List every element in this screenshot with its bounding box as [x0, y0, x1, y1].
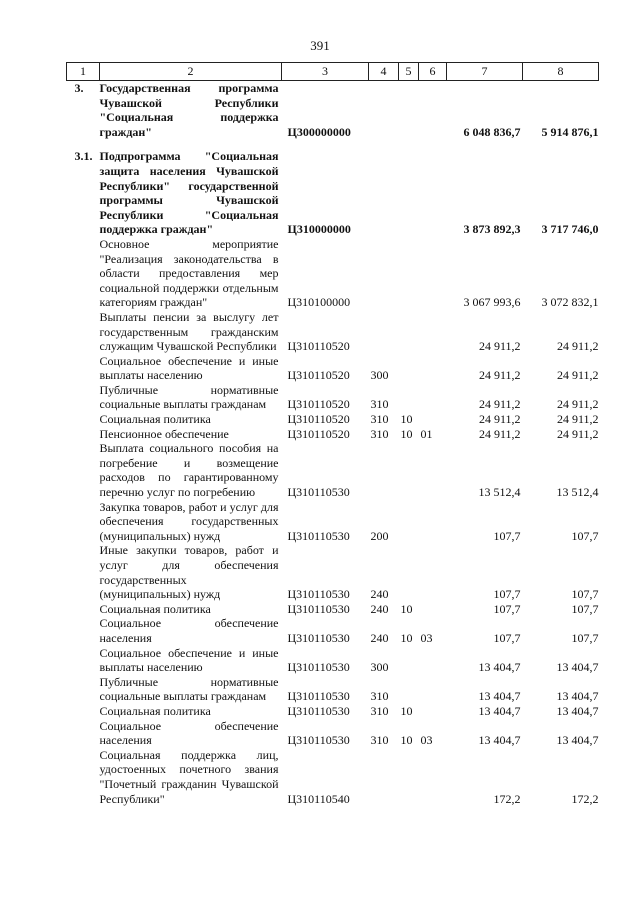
row-section — [399, 310, 419, 354]
row-amount-1: 13 404,7 — [478, 733, 521, 748]
table-body — [67, 81, 599, 807]
row-target-code: Ц310110540 — [287, 791, 350, 806]
row-section: 10 — [400, 733, 413, 748]
row-name: Публичные нормативные социальные выплаты гражданам — [99, 382, 279, 412]
row-section: 10 — [400, 630, 413, 645]
row-amount-1: 13 512,4 — [478, 485, 521, 500]
row-name: Социальная политика — [99, 412, 211, 427]
row-amount-1: 3 873 892,3 — [463, 222, 521, 237]
row-subsection — [419, 646, 447, 675]
row-index — [67, 427, 100, 442]
table-row — [67, 149, 599, 237]
row-expense-type — [369, 748, 399, 806]
header-row — [67, 63, 599, 81]
row-target-code: Ц310110530 — [287, 587, 350, 602]
row-target-code: Ц300000000 — [287, 124, 351, 139]
row-amount-2: 5 914 876,1 — [541, 124, 599, 139]
row-index — [67, 748, 100, 806]
row-amount-2: 13 512,4 — [556, 485, 599, 500]
row-index — [67, 237, 100, 310]
row-name: Социальное обеспечение и иные выплаты населению — [99, 353, 279, 383]
row-expense-type — [369, 237, 399, 310]
row-index — [67, 354, 100, 383]
table-row — [67, 441, 599, 499]
row-index — [67, 646, 100, 675]
row-amount-1: 24 911,2 — [478, 368, 521, 383]
row-name: Государственная программа Чувашской Республики "Социальная поддержка граждан" — [99, 81, 279, 139]
row-amount-1: 24 911,2 — [478, 397, 521, 412]
row-name: Выплата социального пособия на погребение и возмещение расходов по гарантированному перечню услуг по погребению — [99, 441, 279, 500]
row-expense-type: 300 — [370, 368, 389, 383]
row-target-code: Ц310000000 — [287, 222, 351, 237]
row-subsection — [419, 237, 447, 310]
row-amount-2: 3 072 832,1 — [541, 295, 599, 310]
row-subsection — [419, 383, 447, 412]
row-amount-2: 107,7 — [571, 587, 599, 602]
table-row — [67, 748, 599, 806]
row-section: 10 — [400, 703, 413, 718]
row-subsection — [419, 354, 447, 383]
table-row — [67, 704, 599, 719]
row-name: Подпрограмма "Социальная защита населения Чувашской Республики" государственной программы Чувашской Республики "Социальная поддержка граждан" — [99, 149, 279, 237]
row-target-code: Ц310110530 — [287, 528, 350, 543]
table-row — [67, 427, 599, 442]
row-subsection — [419, 675, 447, 704]
row-index — [67, 675, 100, 704]
row-expense-type: 310 — [370, 703, 389, 718]
row-target-code: Ц310110530 — [287, 660, 350, 675]
row-amount-2: 107,7 — [571, 601, 599, 616]
row-name: Закупка товаров, работ и услуг для обеспечения государственных (муниципальных) нужд — [99, 499, 279, 543]
row-subsection — [419, 149, 447, 237]
row-target-code: Ц310110520 — [287, 368, 350, 383]
row-section — [399, 149, 419, 237]
table-row — [67, 675, 599, 704]
header-col-4: 4 — [369, 63, 399, 81]
row-amount-1: 107,7 — [493, 601, 521, 616]
row-index — [67, 383, 100, 412]
row-expense-type: 310 — [370, 689, 389, 704]
budget-table — [66, 62, 599, 806]
row-subsection — [419, 748, 447, 806]
row-expense-type: 310 — [370, 733, 389, 748]
row-target-code: Ц310100000 — [287, 295, 351, 310]
row-name: Социальная политика — [99, 703, 211, 718]
row-expense-type — [369, 81, 399, 140]
row-amount-1: 24 911,2 — [478, 426, 521, 441]
row-index — [67, 602, 100, 617]
row-amount-2: 107,7 — [571, 630, 599, 645]
row-subsection — [419, 602, 447, 617]
row-name: Основное мероприятие "Реализация законодательства в области предоставления мер социальной поддержки отдельным категориям граждан" — [99, 236, 279, 310]
row-name: Выплаты пенсии за выслугу лет государственным гражданским служащим Чувашской Республики — [99, 309, 279, 354]
row-index — [67, 441, 100, 499]
table-row — [67, 500, 599, 544]
header-col-6: 6 — [419, 63, 447, 81]
row-index — [67, 616, 100, 645]
row-spacer — [67, 139, 599, 149]
row-amount-2: 13 404,7 — [556, 733, 599, 748]
row-section — [399, 748, 419, 806]
row-section: 10 — [400, 412, 413, 427]
row-amount-2: 24 911,2 — [556, 426, 599, 441]
table-row — [67, 237, 599, 310]
row-section — [399, 543, 419, 601]
row-amount-1: 13 404,7 — [478, 660, 521, 675]
table-row — [67, 719, 599, 748]
row-expense-type: 310 — [370, 412, 389, 427]
row-name: Социальная политика — [99, 601, 211, 616]
table-row — [67, 616, 599, 645]
row-target-code: Ц310110530 — [287, 630, 350, 645]
row-amount-2: 172,2 — [571, 791, 599, 806]
table-header — [67, 63, 599, 81]
row-amount-1: 107,7 — [493, 587, 521, 602]
header-col-5: 5 — [399, 63, 419, 81]
header-col-1: 1 — [67, 63, 100, 81]
row-index — [67, 412, 100, 427]
row-amount-1: 3 067 993,6 — [463, 295, 521, 310]
header-col-2: 2 — [100, 63, 282, 81]
row-expense-type — [369, 149, 399, 237]
row-subsection — [419, 543, 447, 601]
row-target-code: Ц310110520 — [287, 397, 350, 412]
row-amount-1: 6 048 836,7 — [463, 124, 521, 139]
row-amount-1: 172,2 — [493, 791, 521, 806]
row-amount-2: 13 404,7 — [556, 689, 599, 704]
table-row — [67, 602, 599, 617]
row-target-code: Ц310110530 — [287, 689, 350, 704]
row-expense-type: 240 — [370, 601, 389, 616]
row-index — [67, 310, 100, 354]
page-number: 391 — [310, 38, 330, 53]
row-expense-type: 310 — [370, 426, 389, 441]
row-index — [67, 500, 100, 544]
row-subsection — [419, 412, 447, 427]
row-name: Социальное обеспечение и иные выплаты населению — [99, 645, 279, 675]
row-index: 3.1. — [74, 149, 93, 164]
row-section — [399, 646, 419, 675]
row-section — [399, 81, 419, 140]
row-name: Пенсионное обеспечение — [99, 426, 229, 441]
row-target-code: Ц310110530 — [287, 733, 350, 748]
row-amount-2: 3 717 746,0 — [541, 222, 599, 237]
row-subsection: 03 — [420, 733, 433, 748]
row-target-code: Ц310110530 — [287, 485, 350, 500]
row-amount-1: 24 911,2 — [478, 412, 521, 427]
row-name: Иные закупки товаров, работ и услуг для обеспечения государственных (муниципальных) нужд — [99, 543, 279, 602]
row-amount-2: 24 911,2 — [556, 397, 599, 412]
row-name: Публичные нормативные социальные выплаты гражданам — [99, 674, 279, 704]
row-target-code: Ц310110520 — [287, 426, 350, 441]
row-name: Социальное обеспечение населения — [99, 718, 279, 748]
row-amount-1: 13 404,7 — [478, 703, 521, 718]
header-col-8: 8 — [523, 63, 599, 81]
row-section: 10 — [400, 426, 413, 441]
table-row — [67, 412, 599, 427]
row-section — [399, 383, 419, 412]
row-amount-1: 107,7 — [493, 630, 521, 645]
row-amount-1: 13 404,7 — [478, 689, 521, 704]
row-section — [399, 354, 419, 383]
row-index — [67, 704, 100, 719]
row-section — [399, 675, 419, 704]
row-spacer-cell — [67, 139, 599, 149]
row-expense-type: 300 — [370, 660, 389, 675]
row-amount-2: 107,7 — [571, 528, 599, 543]
row-amount-1: 24 911,2 — [478, 339, 521, 354]
row-section — [399, 237, 419, 310]
row-expense-type: 200 — [370, 528, 389, 543]
row-target-code: Ц310110530 — [287, 703, 350, 718]
row-expense-type: 240 — [370, 630, 389, 645]
table-row — [67, 354, 599, 383]
row-target-code: Ц310110530 — [287, 601, 350, 616]
row-subsection — [419, 310, 447, 354]
row-section — [399, 500, 419, 544]
row-expense-type: 240 — [370, 587, 389, 602]
row-subsection — [419, 704, 447, 719]
row-subsection — [419, 81, 447, 140]
row-expense-type — [369, 441, 399, 499]
table-row — [67, 543, 599, 601]
header-col-7: 7 — [447, 63, 523, 81]
row-index — [67, 719, 100, 748]
row-expense-type: 310 — [370, 397, 389, 412]
row-expense-type — [369, 310, 399, 354]
row-amount-2: 24 911,2 — [556, 412, 599, 427]
row-index: 3. — [74, 81, 84, 95]
row-name: Социальное обеспечение населения — [99, 616, 279, 645]
row-target-code: Ц310110520 — [287, 412, 350, 427]
row-subsection: 01 — [420, 426, 433, 441]
row-section: 10 — [400, 601, 413, 616]
row-index — [67, 543, 100, 601]
row-amount-2: 13 404,7 — [556, 660, 599, 675]
table-row — [67, 310, 599, 354]
row-amount-2: 24 911,2 — [556, 368, 599, 383]
row-name: Социальная поддержка лиц, удостоенных почетного звания "Почетный гражданин Чувашской Республики" — [99, 747, 279, 806]
header-col-3: 3 — [282, 63, 369, 81]
row-subsection — [419, 500, 447, 544]
row-amount-1: 107,7 — [493, 528, 521, 543]
table-row — [67, 383, 599, 412]
table-row — [67, 646, 599, 675]
row-subsection: 03 — [420, 630, 433, 645]
row-section — [399, 441, 419, 499]
row-subsection — [419, 441, 447, 499]
row-amount-2: 24 911,2 — [556, 339, 599, 354]
row-target-code: Ц310110520 — [287, 339, 350, 354]
row-amount-2: 13 404,7 — [556, 703, 599, 718]
table-row — [67, 81, 599, 140]
